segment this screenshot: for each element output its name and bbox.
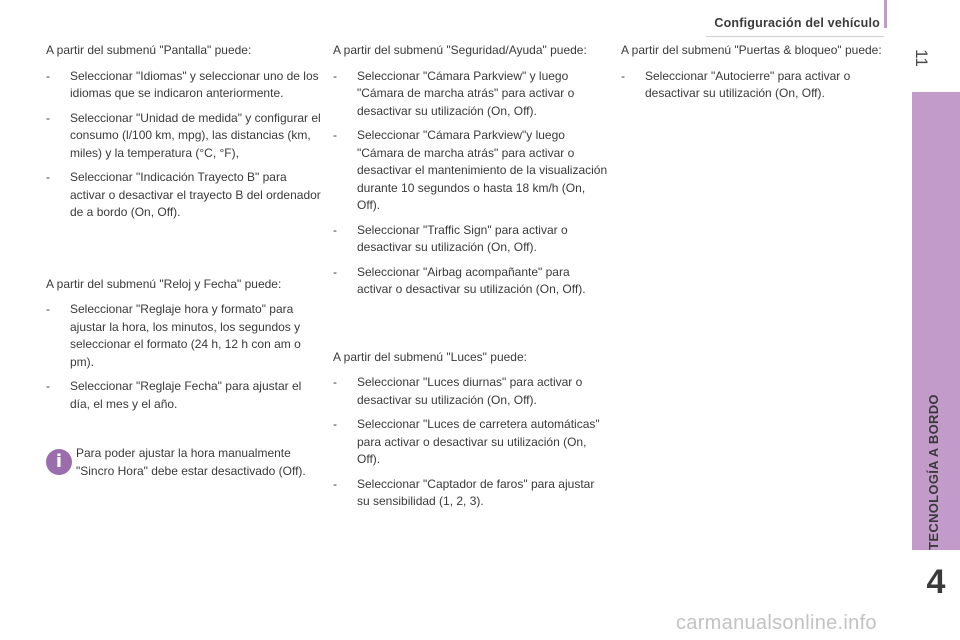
section-seguridad-ayuda (333, 42, 608, 299)
list-item: - Seleccionar "Traffic Sign" para activar o desactivar su utilización (On, Off). (333, 222, 608, 257)
watermark-link[interactable]: carmanualsonline.info (676, 612, 877, 634)
list-item: - Seleccionar "Luces diurnas" para activar o desactivar su utilización (On, Off). (333, 374, 608, 409)
list-item: - Seleccionar "Captador de faros" para ajustar su sensibilidad (1, 2, 3). (333, 476, 608, 511)
section-intro: A partir del submenú "Reloj y Fecha" puede: (46, 276, 282, 291)
column-right (621, 42, 896, 110)
section-puertas-bloqueo (621, 42, 896, 103)
chapter-label: TECNOLOGÍA A BORDO (926, 394, 941, 550)
option-list (333, 68, 608, 299)
section-luces (333, 349, 608, 511)
section-reloj-fecha (46, 276, 321, 414)
list-item: - Seleccionar "Indicación Trayecto B" para activar o desactivar el trayecto B del ordenador de a bordo (On, Off). (46, 169, 321, 222)
info-icon: i (46, 449, 72, 475)
list-item: - Seleccionar "Cámara Parkview"y luego "Cámara de marcha atrás" para activar o desactivar el mantenimiento de la visualización durante 10 segundos o hasta 18 km/h (On, Off). (333, 127, 608, 215)
column-middle (333, 42, 608, 518)
list-item: - Seleccionar "Airbag acompañante" para activar o desactivar su utilización (On, Off). (333, 264, 608, 299)
section-intro: A partir del submenú "Seguridad/Ayuda" puede: (333, 43, 587, 57)
section-pantalla (46, 42, 321, 222)
info-note (46, 445, 326, 480)
list-item: - Seleccionar "Reglaje hora y formato" para ajustar la hora, los minutos, los segundos y seleccionar el formato (24 h, 12 h con am o pm). (46, 301, 321, 371)
list-item: - Seleccionar "Cámara Parkview" y luego "Cámara de marcha atrás" para activar o desactivar su utilización (On, Off). (333, 68, 608, 121)
list-item: - Seleccionar "Luces de carretera automáticas" para activar o desactivar su utilización (On, Off). (333, 416, 608, 469)
section-intro: A partir del submenú "Pantalla" puede: (46, 43, 252, 57)
section-intro: A partir del submenú "Puertas & bloqueo" puede: (621, 43, 882, 57)
column-left (46, 42, 321, 420)
page-number: 11 (912, 49, 931, 67)
list-item: - Seleccionar "Reglaje Fecha" para ajustar el día, el mes y el año. (46, 378, 321, 413)
option-list (46, 301, 321, 413)
chapter-number: 4 (926, 563, 946, 601)
header-accent-bar (884, 0, 887, 28)
option-list (333, 374, 608, 511)
section-intro: A partir del submenú "Luces" puede: (333, 349, 527, 364)
header-divider (706, 36, 884, 37)
list-item: - Seleccionar "Unidad de medida" y configurar el consumo (l/100 km, mpg), las distancias (km, miles) y la temperatura (°C, °F), (46, 110, 321, 163)
option-list (621, 68, 896, 103)
list-item: - Seleccionar "Idiomas" y seleccionar uno de los idiomas que se indicaron anteriormente. (46, 68, 321, 103)
header-title: Configuración del vehículo (714, 16, 880, 30)
info-note-text: Para poder ajustar la hora manualmente "Sincro Hora" debe estar desactivado (Off). (76, 446, 306, 478)
list-item: - Seleccionar "Autocierre" para activar o desactivar su utilización (On, Off). (621, 68, 896, 103)
option-list (46, 68, 321, 222)
